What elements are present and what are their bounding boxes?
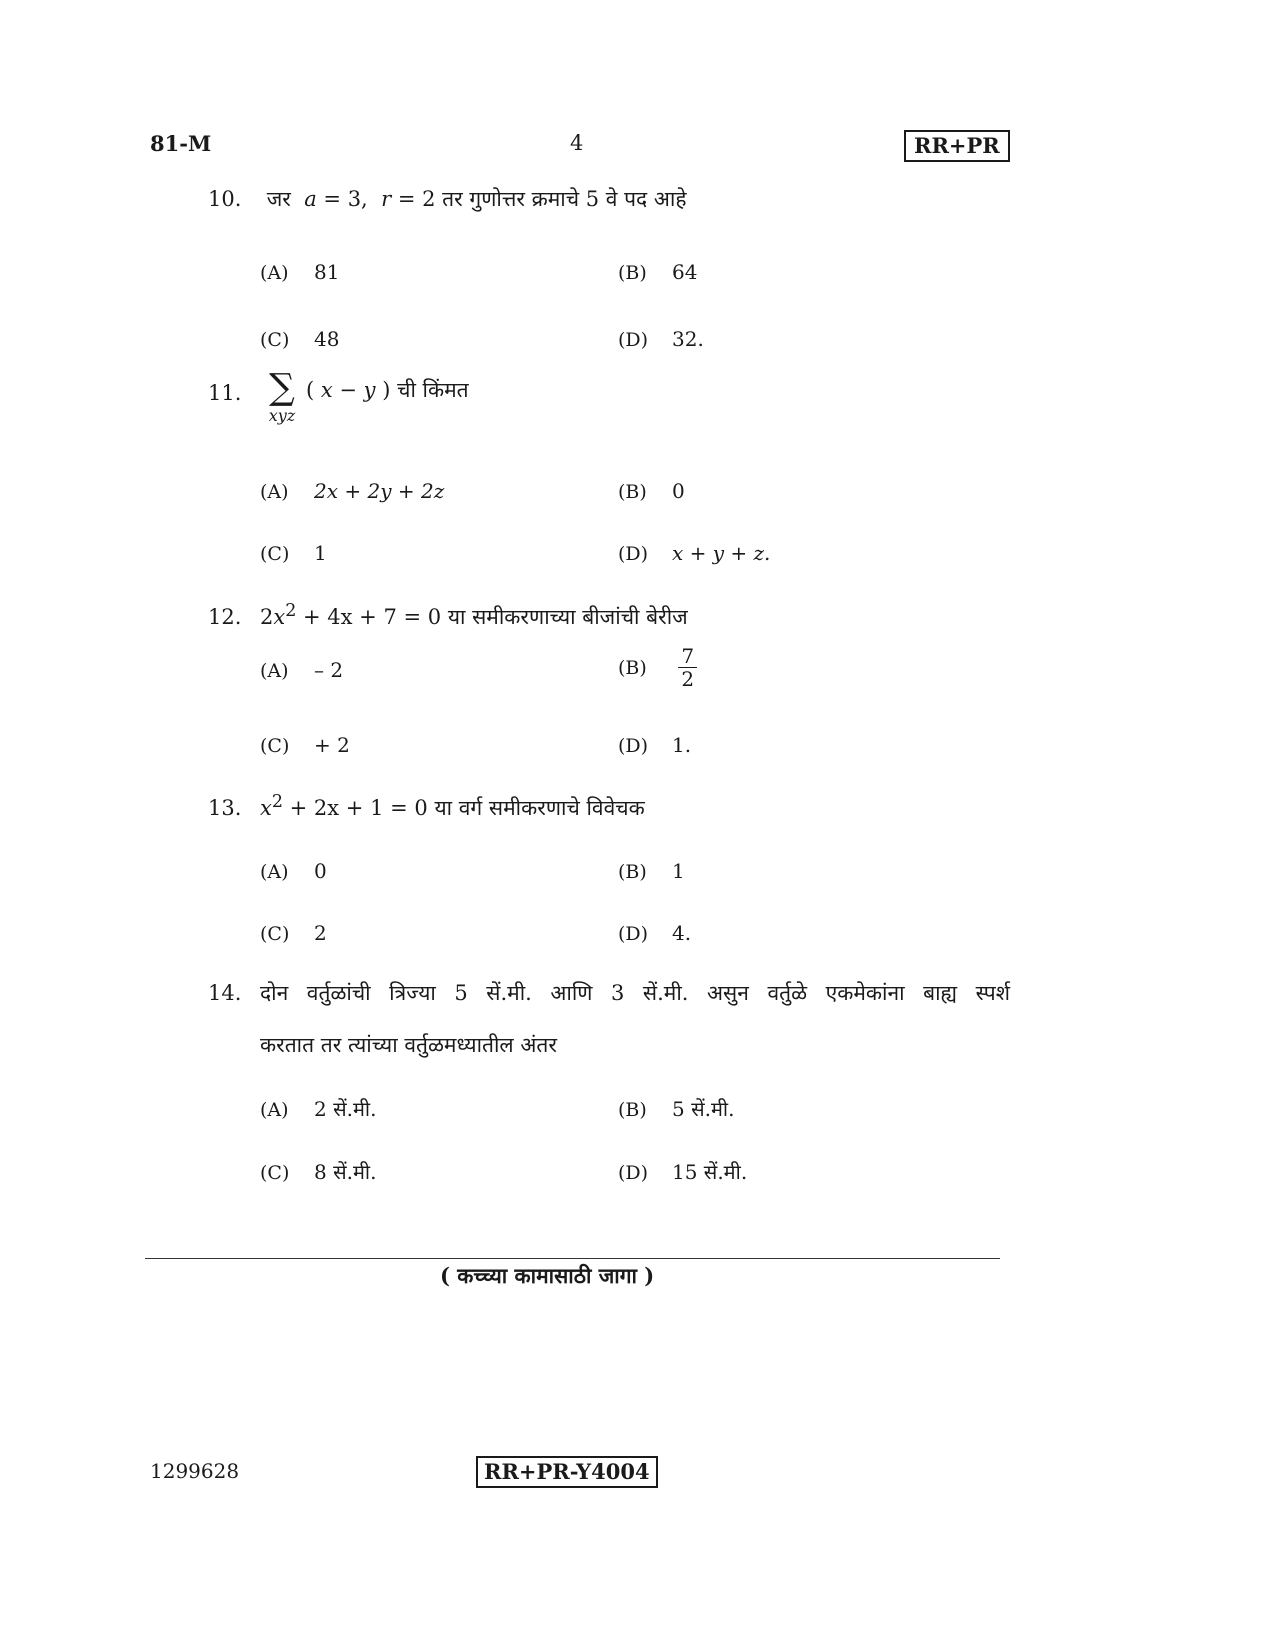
question-number: 11. (208, 381, 242, 405)
option-value: 81 (314, 260, 340, 284)
question-number: 13. (208, 796, 242, 820)
option-d (618, 730, 691, 761)
math-exponent: 2 (285, 601, 297, 621)
math-expr: + 2x + 1 = 0 (282, 796, 428, 820)
expr-open: ( (306, 378, 321, 402)
math-var-r: r (381, 187, 392, 211)
option-value: 8 सें.मी. (314, 1160, 377, 1184)
sigma-subscript: xyz (268, 406, 296, 425)
option-a (260, 257, 339, 288)
question-text: तर गुणोत्तर क्रमाचे 5 वे पद आहे (442, 187, 687, 211)
question-text: ची किंमत (397, 378, 469, 402)
question-number: 14. (208, 981, 242, 1005)
option-label: (D) (618, 735, 649, 757)
math-var-x: x (320, 378, 333, 402)
option-a (260, 476, 444, 507)
sigma-block (264, 367, 300, 425)
option-c (260, 538, 327, 569)
math-var-x: x (260, 796, 272, 820)
option-b (618, 645, 697, 690)
option-value: 1 (314, 541, 327, 565)
question-text: जर (266, 187, 291, 211)
option-label: (B) (618, 262, 647, 284)
math-var-x: x (273, 605, 286, 629)
option-a (260, 655, 343, 686)
option-label: (C) (260, 543, 290, 565)
question-14-number (208, 978, 260, 1008)
option-c (260, 918, 327, 949)
option-b (618, 856, 685, 887)
sigma-symbol: ∑ (269, 367, 295, 408)
option-value: 0 (314, 859, 327, 883)
option-value: 1. (672, 733, 692, 757)
question-13 (208, 787, 645, 823)
math-var-y: y (363, 378, 376, 402)
option-label: (A) (260, 1099, 289, 1121)
option-label: (A) (260, 660, 289, 682)
fraction-numerator: 7 (678, 645, 697, 668)
option-label: (B) (618, 656, 647, 679)
option-value: 15 सें.मी. (672, 1160, 748, 1184)
option-c (260, 1157, 376, 1188)
option-d (618, 1157, 747, 1188)
math-coef: 2 (260, 605, 274, 629)
option-label: (C) (260, 735, 290, 757)
option-a (260, 1094, 376, 1125)
question-11-number (208, 378, 260, 408)
option-value: – 2 (314, 658, 344, 682)
option-d (618, 918, 691, 949)
option-label: (C) (260, 923, 290, 945)
expr-close: ) (375, 378, 391, 402)
option-d (618, 324, 704, 355)
math-expr: + 4x + 7 = 0 (296, 605, 442, 629)
option-label: (B) (618, 481, 647, 503)
option-label: (B) (618, 1099, 647, 1121)
option-value: 0 (672, 479, 685, 503)
option-value: 2 (314, 921, 327, 945)
option-d (618, 538, 770, 569)
option-value: + 2 (314, 733, 350, 757)
rough-work-label: ( कच्च्या कामासाठी जागा ) (440, 1263, 655, 1288)
question-text: या समीकरणाच्या बीजांची बेरीज (447, 605, 688, 629)
option-a (260, 856, 327, 887)
math-exponent: 2 (271, 792, 283, 812)
option-b (618, 476, 685, 507)
option-value: 5 सें.मी. (672, 1097, 735, 1121)
math-var-a: a (304, 187, 317, 211)
question-14-line-1: दोन वर्तुळांची त्रिज्या 5 सें.मी. आणि 3 सें.मी. असुन वर्तुळे एकमेकांना बाह्य स्पर्श (260, 981, 1010, 1005)
paper-code: 81-M (150, 131, 212, 156)
footer-code-box: RR+PR-Y4004 (476, 1456, 658, 1488)
question-number: 10. (208, 187, 242, 211)
option-label: (C) (260, 1162, 290, 1184)
option-b (618, 1094, 734, 1125)
math-eq: = 2 (391, 187, 436, 211)
page-number: 4 (570, 131, 584, 155)
series-box: RR+PR (904, 130, 1010, 162)
question-number: 12. (208, 605, 242, 629)
option-value: 48 (314, 327, 340, 351)
option-label: (D) (618, 543, 649, 565)
option-value: x + y + z. (672, 541, 771, 565)
option-value: 2x + 2y + 2z (314, 479, 445, 503)
divider-rule (145, 1258, 1000, 1259)
option-label: (D) (618, 923, 649, 945)
math-minus: − (332, 378, 364, 402)
option-value: 2 सें.मी. (314, 1097, 377, 1121)
option-value: 64 (672, 260, 698, 284)
option-value: 32. (672, 327, 704, 351)
option-label: (A) (260, 861, 289, 883)
question-14-line-2: करतात तर त्यांच्या वर्तुळमध्यातील अंतर (260, 1033, 557, 1057)
question-text: या वर्ग समीकरणाचे विवेचक (434, 796, 645, 820)
option-value: 4. (672, 921, 692, 945)
question-11 (306, 375, 469, 405)
option-c (260, 730, 350, 761)
option-label: (A) (260, 481, 289, 503)
option-c (260, 324, 339, 355)
option-label: (C) (260, 329, 290, 351)
option-label: (B) (618, 861, 647, 883)
option-label: (D) (618, 329, 649, 351)
question-12 (208, 596, 688, 632)
fraction (678, 645, 697, 690)
option-label: (A) (260, 262, 289, 284)
option-b (618, 257, 697, 288)
fraction-denominator: 2 (681, 667, 695, 691)
option-value: 1 (672, 859, 685, 883)
question-10 (208, 184, 687, 214)
math-eq: = 3, (316, 187, 368, 211)
serial-number: 1299628 (150, 1459, 240, 1483)
option-label: (D) (618, 1162, 649, 1184)
